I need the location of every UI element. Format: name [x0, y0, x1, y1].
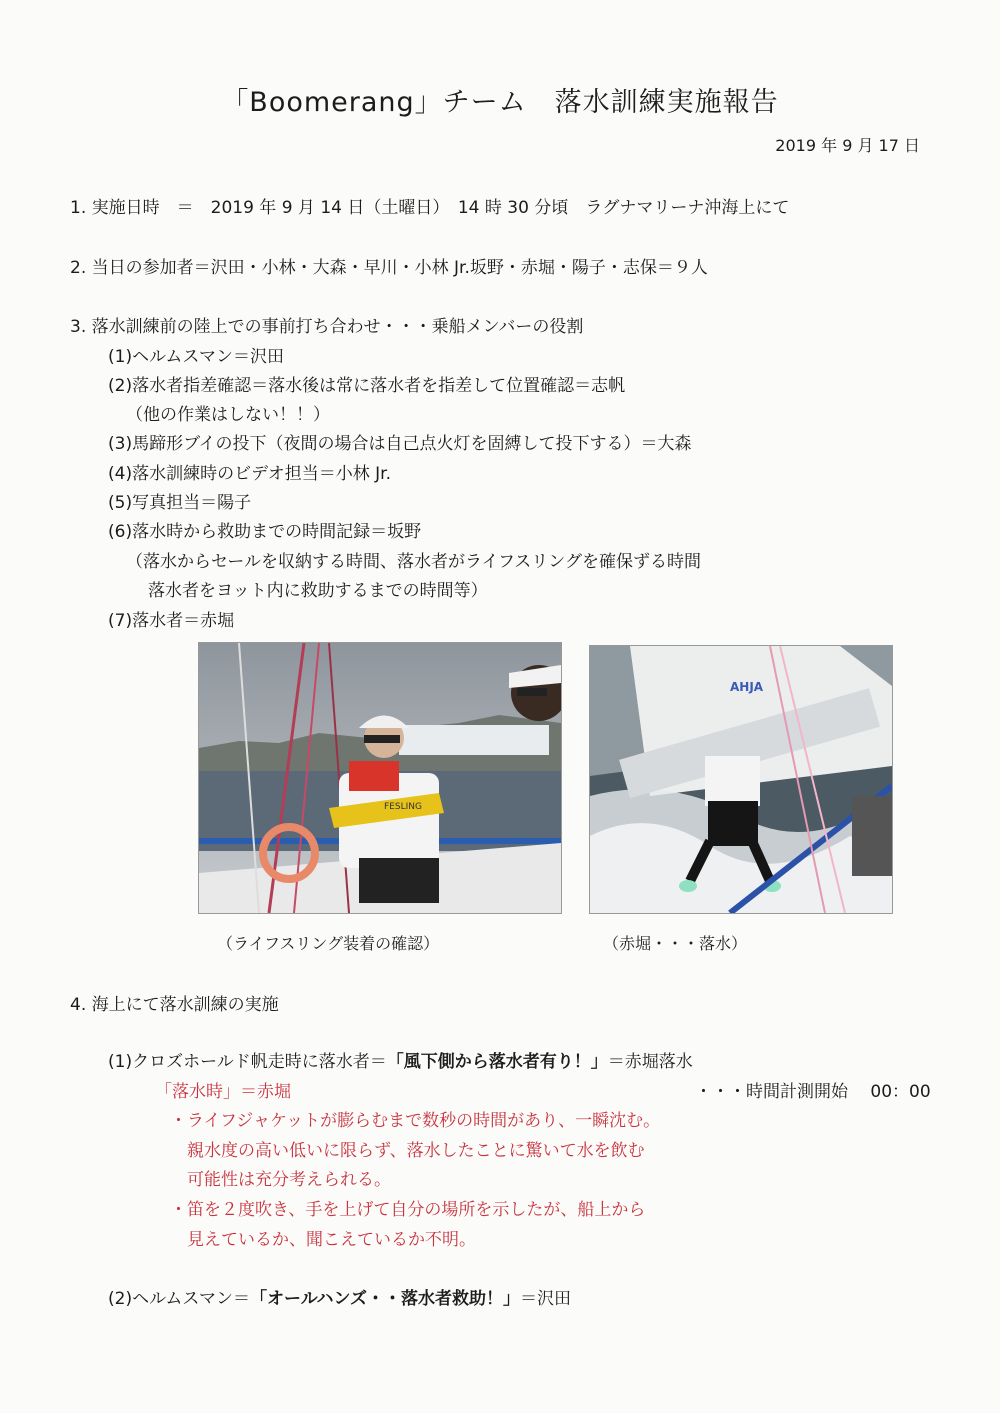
role-buoy: (3)馬蹄形ブイの投下（夜間の場合は自己点火灯を固縛して投下する）＝大森 [108, 434, 692, 454]
observation-1: ・ライフジャケットが膨らむまで数秒の時間があり、一瞬沈む。 [170, 1111, 661, 1131]
observation-1-cont-2: 可能性は充分考えられる。 [187, 1170, 391, 1190]
timer-start: ・・・時間計測開始 00：00 [695, 1082, 931, 1102]
sail-logo-text: AHJA [730, 680, 764, 694]
role-timekeeper-note-1: （落水からセールを収納する時間、落水者がライフスリングを確保ずる時間 [126, 552, 701, 572]
drill-item-1 [108, 1047, 693, 1072]
drill-item-2-call: 「オールハンズ・・落水者救助！」 [250, 1289, 521, 1309]
photo-caption-right: （赤堀・・・落水） [603, 934, 748, 953]
photo-overboard [589, 645, 893, 914]
role-timekeeper-note-2: 落水者をヨット内に救助するまでの時間等） [148, 581, 488, 601]
section-1: 1. 実施日時 ＝ 2019 年 9 月 14 日（土曜日） 14 時 30 分頃 ラグナマリーナ沖海上にて [70, 198, 790, 218]
observation-2: ・笛を２度吹き、手を上げて自分の場所を示したが、船上から [170, 1200, 646, 1220]
observation-1-cont-1: 親水度の高い低いに限らず、落水したことに驚いて水を飲む [187, 1141, 645, 1161]
observation-2-cont: 見えているか、聞こえているか不明。 [187, 1230, 476, 1250]
drill-item-1-suffix: ＝赤堀落水 [607, 1052, 693, 1072]
lifesling-bag-label: FESLING [384, 802, 422, 812]
role-timekeeper: (6)落水時から救助までの時間記録＝坂野 [108, 522, 422, 542]
role-helmsman: (1)ヘルムスマン＝沢田 [108, 347, 285, 367]
drill-item-1-prefix: (1)クロズホールド帆走時に落水者＝ [108, 1052, 387, 1072]
report-date: 2019 年 9 月 17 日 [775, 136, 920, 155]
drill-item-2-prefix: (2)ヘルムスマン＝ [108, 1289, 251, 1309]
role-pointer: (2)落水者指差確認＝落水後は常に落水者を指差して位置確認＝志帆 [108, 376, 626, 396]
drill-item-2 [108, 1284, 571, 1309]
role-photo: (5)写真担当＝陽子 [108, 493, 252, 513]
overboard-label: 「落水時」＝赤堀 [155, 1082, 291, 1102]
role-pointer-note: （他の作業はしない！！） [126, 405, 330, 425]
photo-lifesling-check [198, 642, 562, 914]
role-overboard: (7)落水者＝赤堀 [108, 611, 235, 631]
role-video: (4)落水訓練時のビデオ担当＝小林 Jr. [108, 464, 391, 484]
drill-item-2-suffix: ＝沢田 [520, 1289, 572, 1309]
drill-item-1-call: 「風下側から落水者有り！」 [386, 1052, 608, 1072]
page-title: 「Boomerang」チーム 落水訓練実施報告 [221, 87, 779, 118]
section-3-heading: 3. 落水訓練前の陸上での事前打ち合わせ・・・乗船メンバーの役割 [70, 317, 584, 337]
section-4-heading: 4. 海上にて落水訓練の実施 [70, 995, 279, 1015]
photo-caption-left: （ライフスリング装着の確認） [217, 934, 440, 953]
section-2: 2. 当日の参加者＝沢田・小林・大森・早川・小林 Jr.坂野・赤堀・陽子・志保＝９人 [70, 258, 708, 278]
